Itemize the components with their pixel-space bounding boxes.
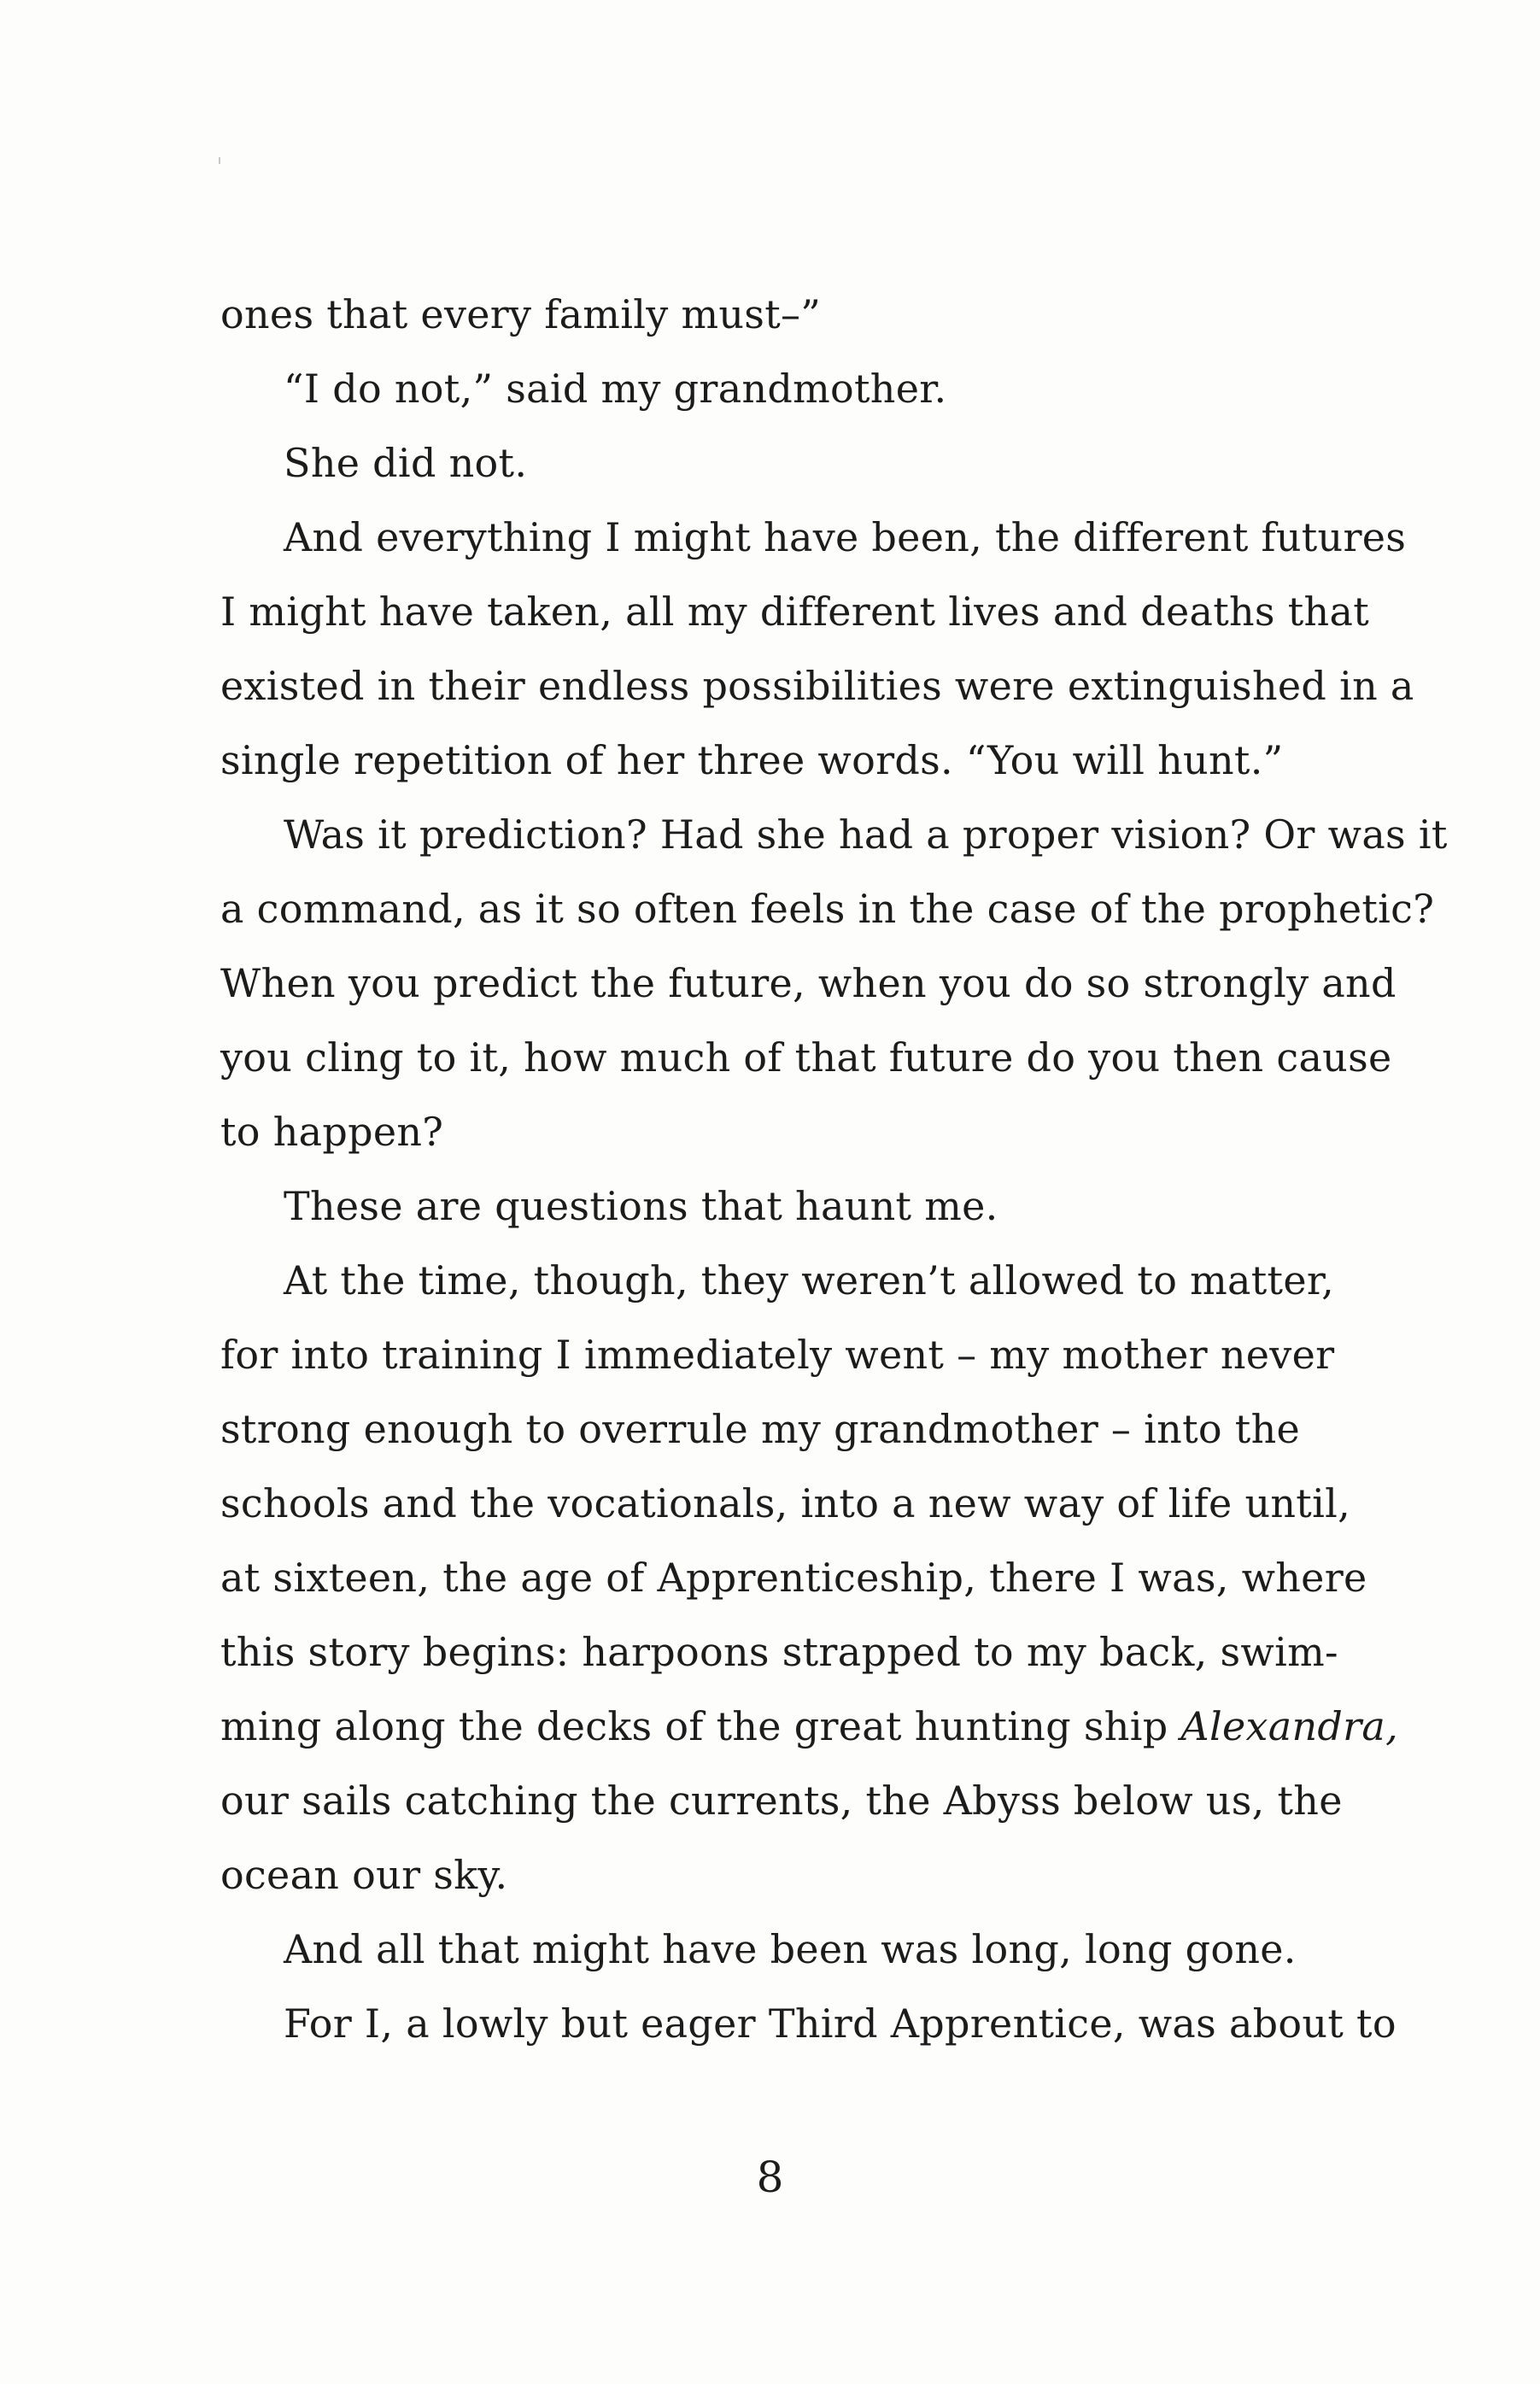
text-line: ones that every family must–”: [220, 291, 822, 337]
text-line-start: ming along the decks of the great hunting ship: [220, 1703, 1181, 1749]
text-line: At the time, though, they weren’t allowed to matter,: [284, 1257, 1335, 1303]
text-line: Was it prediction? Had she had a proper vision? Or was it: [284, 811, 1448, 858]
text-line: I might have taken, all my different lives and deaths that: [220, 589, 1369, 635]
scan-speck: [219, 157, 220, 164]
text-line: our sails catching the currents, the Abyss below us, the: [220, 1778, 1343, 1824]
text-line: existed in their endless possibilities were extinguished in a: [220, 663, 1414, 709]
text-line: [220, 1701, 1399, 1752]
text-line: She did not.: [284, 440, 528, 486]
text-line: you cling to it, how much of that future do you then cause: [220, 1034, 1392, 1081]
text-line: single repetition of her three words. “You will hunt.”: [220, 737, 1284, 783]
text-line: When you predict the future, when you do so strongly and: [220, 960, 1397, 1006]
text-line: These are questions that haunt me.: [284, 1183, 998, 1229]
text-line: this story begins: harpoons strapped to my back, swim-: [220, 1629, 1338, 1675]
text-line: And everything I might have been, the different futures: [284, 514, 1407, 560]
text-line: a command, as it so often feels in the case of the prophetic?: [220, 886, 1435, 932]
text-line: ocean our sky.: [220, 1852, 508, 1898]
ship-name: Alexandra,: [1180, 1703, 1399, 1749]
text-line: “I do not,” said my grandmother.: [284, 366, 947, 412]
text-line: And all that might have been was long, long gone.: [284, 1926, 1297, 1972]
text-line: to happen?: [220, 1109, 444, 1155]
text-line: schools and the vocationals, into a new way of life until,: [220, 1480, 1351, 1526]
text-line: For I, a lowly but eager Third Apprentice, was about to: [284, 2000, 1397, 2047]
page-number: 8: [756, 2153, 784, 2202]
text-line: for into training I immediately went – my mother never: [220, 1332, 1335, 1378]
text-line: at sixteen, the age of Apprenticeship, there I was, where: [220, 1555, 1367, 1601]
text-line: strong enough to overrule my grandmother – into the: [220, 1406, 1301, 1452]
